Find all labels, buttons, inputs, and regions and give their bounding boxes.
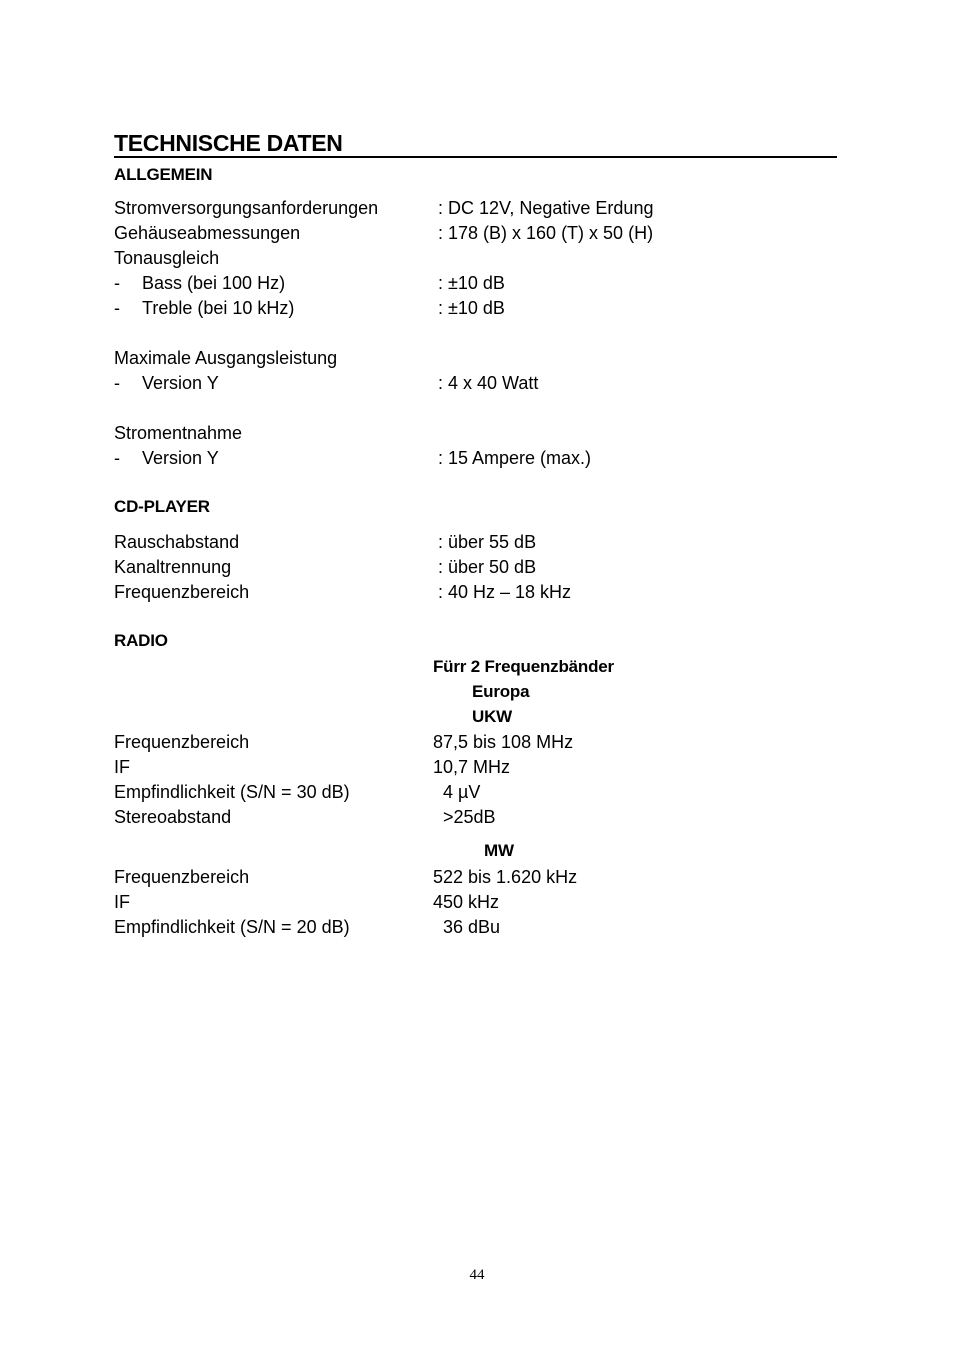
section-heading-allgemein: ALLGEMEIN <box>114 165 213 184</box>
spec-label: Version Y <box>142 448 219 468</box>
spec-label: Version Y <box>142 373 219 393</box>
spec-label: Stereoabstand <box>114 807 232 827</box>
spec-value: 522 bis 1.620 kHz <box>433 867 578 887</box>
spec-label: Frequenzbereich <box>114 582 250 602</box>
spec-value: : 15 Ampere (max.) <box>438 448 592 468</box>
bands-label: Fürr 2 Frequenzbänder <box>433 657 614 676</box>
spec-value: : über 55 dB <box>438 532 537 552</box>
spec-value: : DC 12V, Negative Erdung <box>438 198 654 218</box>
spec-value: : 178 (B) x 160 (T) x 50 (H) <box>438 223 654 243</box>
spec-value: >25dB <box>443 807 496 827</box>
spec-label: Stromentnahme <box>114 423 243 443</box>
section-heading-radio: RADIO <box>114 631 168 650</box>
spec-value: 10,7 MHz <box>433 757 511 777</box>
spec-value: : ±10 dB <box>438 298 505 318</box>
spec-label: Empfindlichkeit (S/N = 30 dB) <box>114 782 350 802</box>
spec-label: Gehäuseabmessungen <box>114 223 301 243</box>
spec-label: Maximale Ausgangsleistung <box>114 348 338 368</box>
list-dash: - <box>114 373 120 393</box>
title-underline <box>114 156 837 158</box>
spec-label: Kanaltrennung <box>114 557 232 577</box>
spec-value: : 40 Hz – 18 kHz <box>438 582 572 602</box>
list-dash: - <box>114 273 120 293</box>
spec-label: Bass (bei 100 Hz) <box>142 273 286 293</box>
spec-value: : ±10 dB <box>438 273 505 293</box>
spec-label: Frequenzbereich <box>114 867 250 887</box>
spec-value: 36 dBu <box>443 917 501 937</box>
spec-label: Tonausgleich <box>114 248 220 268</box>
spec-label: Empfindlichkeit (S/N = 20 dB) <box>114 917 350 937</box>
spec-value: 4 µV <box>443 782 481 802</box>
section-heading-cdplayer: CD-PLAYER <box>114 497 210 516</box>
spec-label: IF <box>114 757 130 777</box>
spec-value: 450 kHz <box>433 892 500 912</box>
spec-value: 87,5 bis 108 MHz <box>433 732 574 752</box>
page-number: 44 <box>469 1267 485 1283</box>
spec-label: Treble (bei 10 kHz) <box>142 298 295 318</box>
spec-label: Rauschabstand <box>114 532 240 552</box>
spec-value: : über 50 dB <box>438 557 537 577</box>
band-label-mw: MW <box>484 841 514 860</box>
spec-value: : 4 x 40 Watt <box>438 373 539 393</box>
spec-label: Frequenzbereich <box>114 732 250 752</box>
spec-label: IF <box>114 892 130 912</box>
spec-label: Stromversorgungsanforderungen <box>114 198 379 218</box>
region-label: Europa <box>472 682 530 701</box>
page-title: TECHNISCHE DATEN <box>114 130 343 156</box>
band-label-ukw: UKW <box>472 707 512 726</box>
list-dash: - <box>114 448 120 468</box>
list-dash: - <box>114 298 120 318</box>
